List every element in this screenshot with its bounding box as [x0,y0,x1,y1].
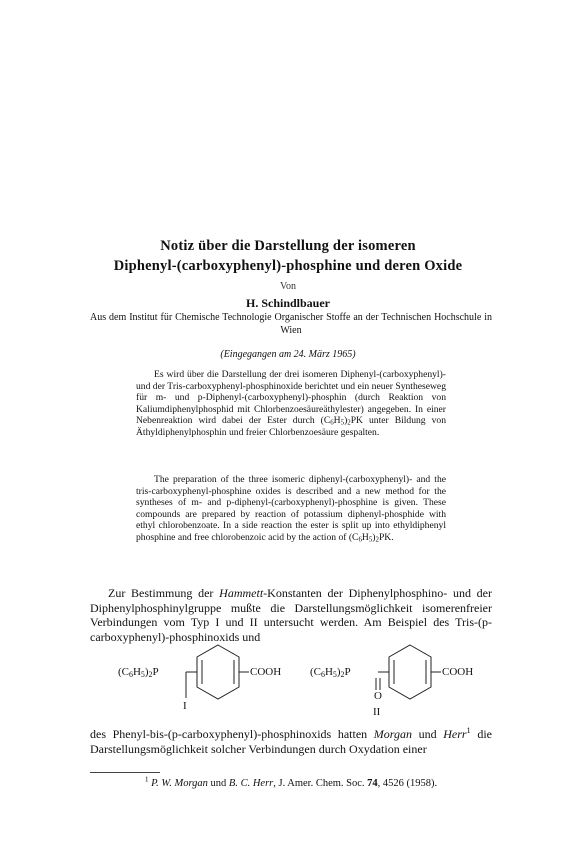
received-date: (Eingegangen am 24. März 1965) [220,349,356,360]
footnote: $^1$ P. W. Morgan und B. C. Herr, J. Amer. Chem. Soc. 74, 4526 (1958). [144,774,438,789]
abstract-english: The preparation of the three isomeric diphenyl-(carboxyphenyl)- and the tris-carboxyphenyl-phosphine oxides is described and a new method for the syntheses of m- and p-diphenyl-(carboxyphenyl)-phosphine is given. These compounds are prepared by reaction of potassium diphenyl-phosphide with ethyl chlorobenzoate. In a side reaction the ester is split up into ethyldiphenyl phosphine and free chlorobenzoic acid by the action of $(C_6H_5)_2PK$. [136,474,446,544]
formula-II-label: II [373,706,381,718]
von-label: Von [280,281,296,292]
formula-I-group: COOH [250,666,282,678]
body-paragraph-1: Zur Bestimmung der Hammett-Konstanten der Diphenylphosphino- und der Diphenylphosphinylgruppe mußte die Darstellungsmöglichkeit isomerenfreier Verbindungen vom Typ I und II untersucht werden. Am Beispiel des Tris-(p-carboxyphenyl)-phosphinoxids und [90,586,492,644]
title-line-1: Notiz über die Darstellung der isomeren [160,238,416,254]
benzene-ring-I [118,640,298,730]
formula-I-substituent: $(C_6H_5)_2P$ [118,666,159,679]
formula-II-group: COOH [442,666,474,678]
formula-I-label: I [183,700,187,712]
formula-II-oxygen: O [374,690,382,702]
author-name: H. Schindlbauer [245,296,331,310]
title-line-2: Diphenyl-(carboxyphenyl)-phosphine und deren Oxide [113,258,463,274]
abstract-german: Es wird über die Darstellung der drei isomeren Diphenyl-(carboxyphenyl)- und der Tris-carboxyphenyl-phosphinoxide berichtet und ein neuer Syntheseweg für m- und p-Diphenyl-(carboxyphenyl)-phosphin (durch Reaktion von Kaliumdiphenylphosphid mit Chlorbenzoesäureäthylester) angegeben. In einer Nebenreaktion wird dabei der Ester durch $(C_6H_5)_2PK$ unter Bildung von Äthyldiphenylphosphin und freier Chlorbenzoesäure gespalten. [136,369,446,438]
benzene-ring-II [310,640,490,730]
body-paragraph-2: des Phenyl-bis-(p-carboxyphenyl)-phosphinoxids hatten Morgan und Herr$^1$ die Darstellungsmöglichkeit solcher Verbindungen durch Oxydation einer [90,726,492,756]
footnote-divider [90,772,160,773]
footnote-marker: 1 [144,774,149,784]
structure-formula-II [310,640,490,730]
structure-formula-I [118,640,298,730]
institution: Aus dem Institut für Chemische Technologie Organischer Stoffe an der Technischen Hochschule in Wien [90,312,492,336]
formula-II-substituent: $(C_6H_5)_2P$ [310,666,351,679]
